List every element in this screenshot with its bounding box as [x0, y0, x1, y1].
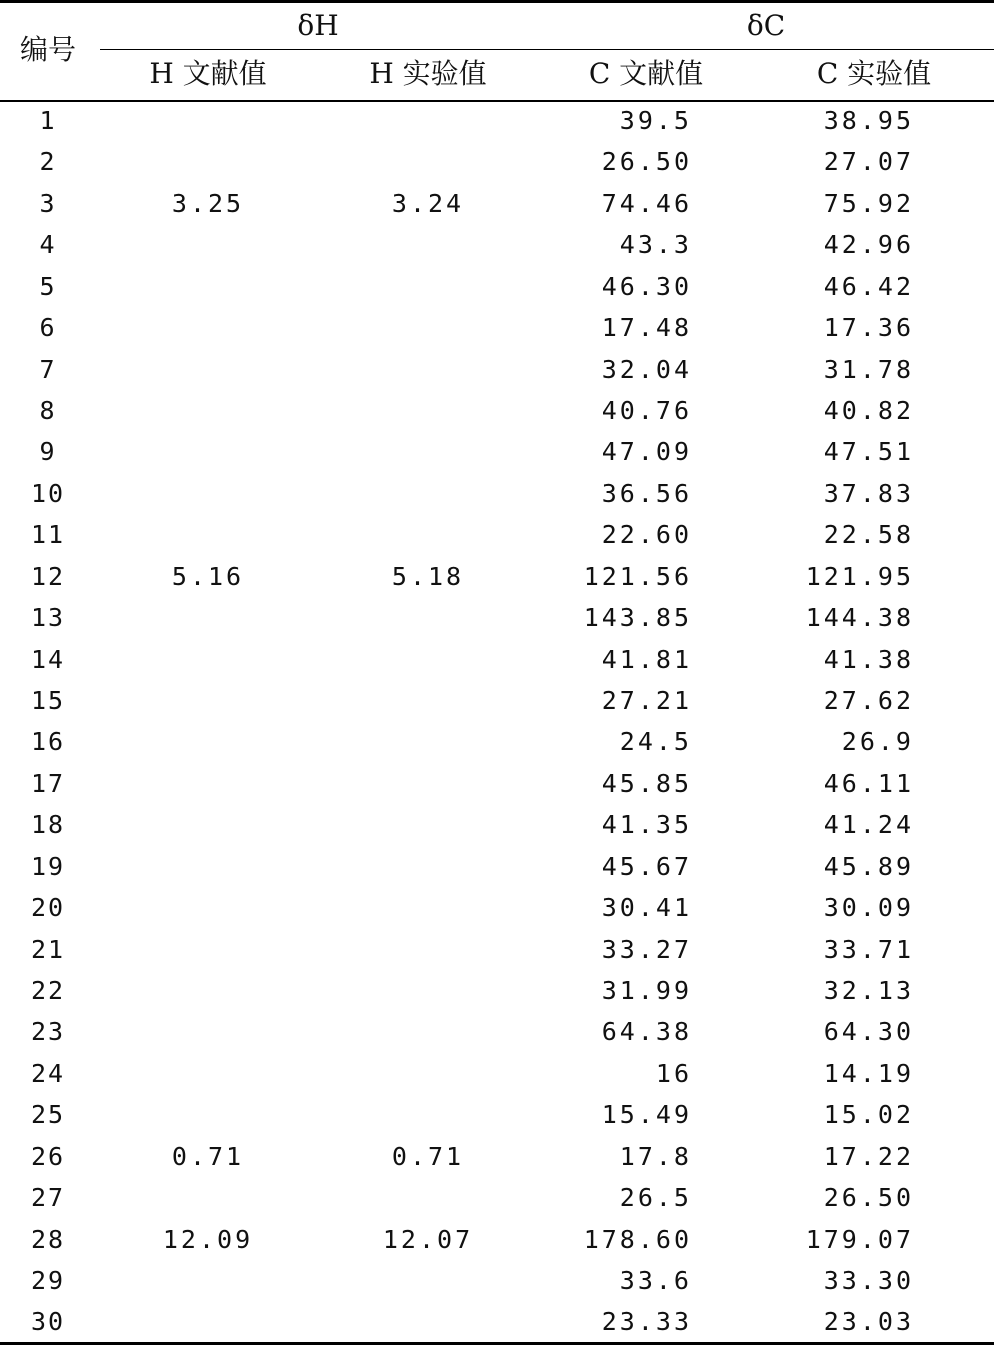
c-literature-cell: 31.99: [601, 976, 692, 1005]
row-index-cell: 22: [30, 976, 66, 1005]
row-index-cell: 10: [30, 479, 66, 508]
c-experimental-cell: 40.82: [823, 396, 914, 425]
c-literature-cell: 36.56: [601, 479, 692, 508]
row-index-cell: 26: [30, 1142, 66, 1171]
c-experimental-cell: 30.09: [823, 893, 914, 922]
row-index-cell: 25: [30, 1100, 66, 1129]
c-literature-cell: 39.5: [619, 106, 692, 135]
c-literature-cell: 15.49: [601, 1100, 692, 1129]
c-literature-cell: 16: [655, 1059, 692, 1088]
c-literature-cell: 40.76: [601, 396, 692, 425]
c-literature-cell: 27.21: [601, 686, 692, 715]
c-experimental-cell: 37.83: [823, 479, 914, 508]
c-literature-cell: 33.27: [601, 935, 692, 964]
c-experimental-cell: 32.13: [823, 976, 914, 1005]
c-literature-column-header: C 文献值: [588, 57, 704, 90]
c-literature-cell: 47.09: [601, 437, 692, 466]
c-experimental-cell: 33.30: [823, 1266, 914, 1295]
h-literature-cell: 0.71: [171, 1142, 245, 1171]
c-experimental-cell: 41.38: [823, 645, 914, 674]
row-index-cell: 28: [30, 1225, 66, 1254]
h-literature-cell: 12.09: [162, 1225, 254, 1254]
row-index-cell: 29: [30, 1266, 66, 1295]
c-experimental-cell: 23.03: [823, 1307, 914, 1336]
c-experimental-cell: 47.51: [823, 437, 914, 466]
row-index-cell: 3: [39, 189, 57, 218]
c-experimental-cell: 42.96: [823, 230, 914, 259]
h-literature-cell: 3.25: [171, 189, 245, 218]
h-experimental-cell: 5.18: [391, 562, 465, 591]
c-literature-cell: 22.60: [601, 520, 692, 549]
row-index-cell: 30: [30, 1307, 66, 1336]
c-experimental-cell: 75.92: [823, 189, 914, 218]
c-literature-cell: 23.33: [601, 1307, 692, 1336]
c-experimental-cell: 179.07: [805, 1225, 914, 1254]
c-experimental-cell: 22.58: [823, 520, 914, 549]
h-experimental-cell: 3.24: [391, 189, 465, 218]
c-experimental-cell: 26.50: [823, 1183, 914, 1212]
c-experimental-cell: 14.19: [823, 1059, 914, 1088]
delta-h-group-header: δH: [297, 9, 339, 42]
row-index-cell: 1: [39, 106, 57, 135]
c-literature-cell: 41.81: [601, 645, 692, 674]
h-experimental-cell: 0.71: [391, 1142, 465, 1171]
row-index-cell: 11: [30, 520, 66, 549]
c-experimental-cell: 144.38: [805, 603, 914, 632]
row-index-cell: 14: [30, 645, 66, 674]
c-literature-cell: 26.5: [619, 1183, 692, 1212]
c-literature-cell: 41.35: [601, 810, 692, 839]
c-experimental-cell: 41.24: [823, 810, 914, 839]
c-experimental-cell: 33.71: [823, 935, 914, 964]
c-experimental-cell: 121.95: [805, 562, 914, 591]
row-index-cell: 5: [39, 272, 57, 301]
h-experimental-column-header: H 实验值: [369, 57, 487, 90]
c-literature-cell: 121.56: [583, 562, 692, 591]
h-literature-column-header: H 文献值: [149, 57, 267, 90]
row-index-cell: 7: [39, 355, 57, 384]
c-literature-cell: 26.50: [601, 147, 692, 176]
c-experimental-cell: 26.9: [841, 727, 914, 756]
c-literature-cell: 143.85: [583, 603, 692, 632]
c-experimental-cell: 38.95: [823, 106, 914, 135]
row-index-cell: 12: [30, 562, 66, 591]
row-index-cell: 24: [30, 1059, 66, 1088]
row-index-cell: 21: [30, 935, 66, 964]
c-experimental-cell: 46.42: [823, 272, 914, 301]
c-literature-cell: 64.38: [601, 1017, 692, 1046]
c-literature-cell: 45.67: [601, 852, 692, 881]
c-literature-cell: 17.8: [619, 1142, 692, 1171]
c-literature-cell: 17.48: [601, 313, 692, 342]
table-top-rule: [0, 0, 994, 3]
header-bottom-rule: [0, 100, 994, 102]
row-index-cell: 15: [30, 686, 66, 715]
c-experimental-cell: 27.62: [823, 686, 914, 715]
row-index-cell: 19: [30, 852, 66, 881]
c-literature-cell: 33.6: [619, 1266, 692, 1295]
row-index-cell: 6: [39, 313, 57, 342]
c-experimental-cell: 31.78: [823, 355, 914, 384]
row-index-cell: 18: [30, 810, 66, 839]
c-experimental-cell: 17.22: [823, 1142, 914, 1171]
c-experimental-column-header: C 实验值: [816, 57, 932, 90]
h-literature-cell: 5.16: [171, 562, 245, 591]
c-experimental-cell: 17.36: [823, 313, 914, 342]
c-experimental-cell: 27.07: [823, 147, 914, 176]
row-index-cell: 8: [39, 396, 57, 425]
c-literature-cell: 45.85: [601, 769, 692, 798]
index-column-header: 编号: [19, 33, 77, 66]
row-index-cell: 9: [39, 437, 57, 466]
c-literature-cell: 74.46: [601, 189, 692, 218]
row-index-cell: 2: [39, 147, 57, 176]
c-experimental-cell: 45.89: [823, 852, 914, 881]
row-index-cell: 23: [30, 1017, 66, 1046]
row-index-cell: 4: [39, 230, 57, 259]
h-experimental-cell: 12.07: [382, 1225, 474, 1254]
c-literature-cell: 178.60: [583, 1225, 692, 1254]
table-bottom-rule: [0, 1342, 994, 1345]
c-experimental-cell: 64.30: [823, 1017, 914, 1046]
c-literature-cell: 43.3: [619, 230, 692, 259]
group-header-rule: [100, 49, 994, 50]
delta-c-group-header: δC: [746, 9, 786, 42]
c-literature-cell: 24.5: [619, 727, 692, 756]
c-literature-cell: 30.41: [601, 893, 692, 922]
c-experimental-cell: 46.11: [823, 769, 914, 798]
row-index-cell: 27: [30, 1183, 66, 1212]
row-index-cell: 13: [30, 603, 66, 632]
row-index-cell: 17: [30, 769, 66, 798]
c-literature-cell: 32.04: [601, 355, 692, 384]
row-index-cell: 20: [30, 893, 66, 922]
c-experimental-cell: 15.02: [823, 1100, 914, 1129]
c-literature-cell: 46.30: [601, 272, 692, 301]
row-index-cell: 16: [30, 727, 66, 756]
